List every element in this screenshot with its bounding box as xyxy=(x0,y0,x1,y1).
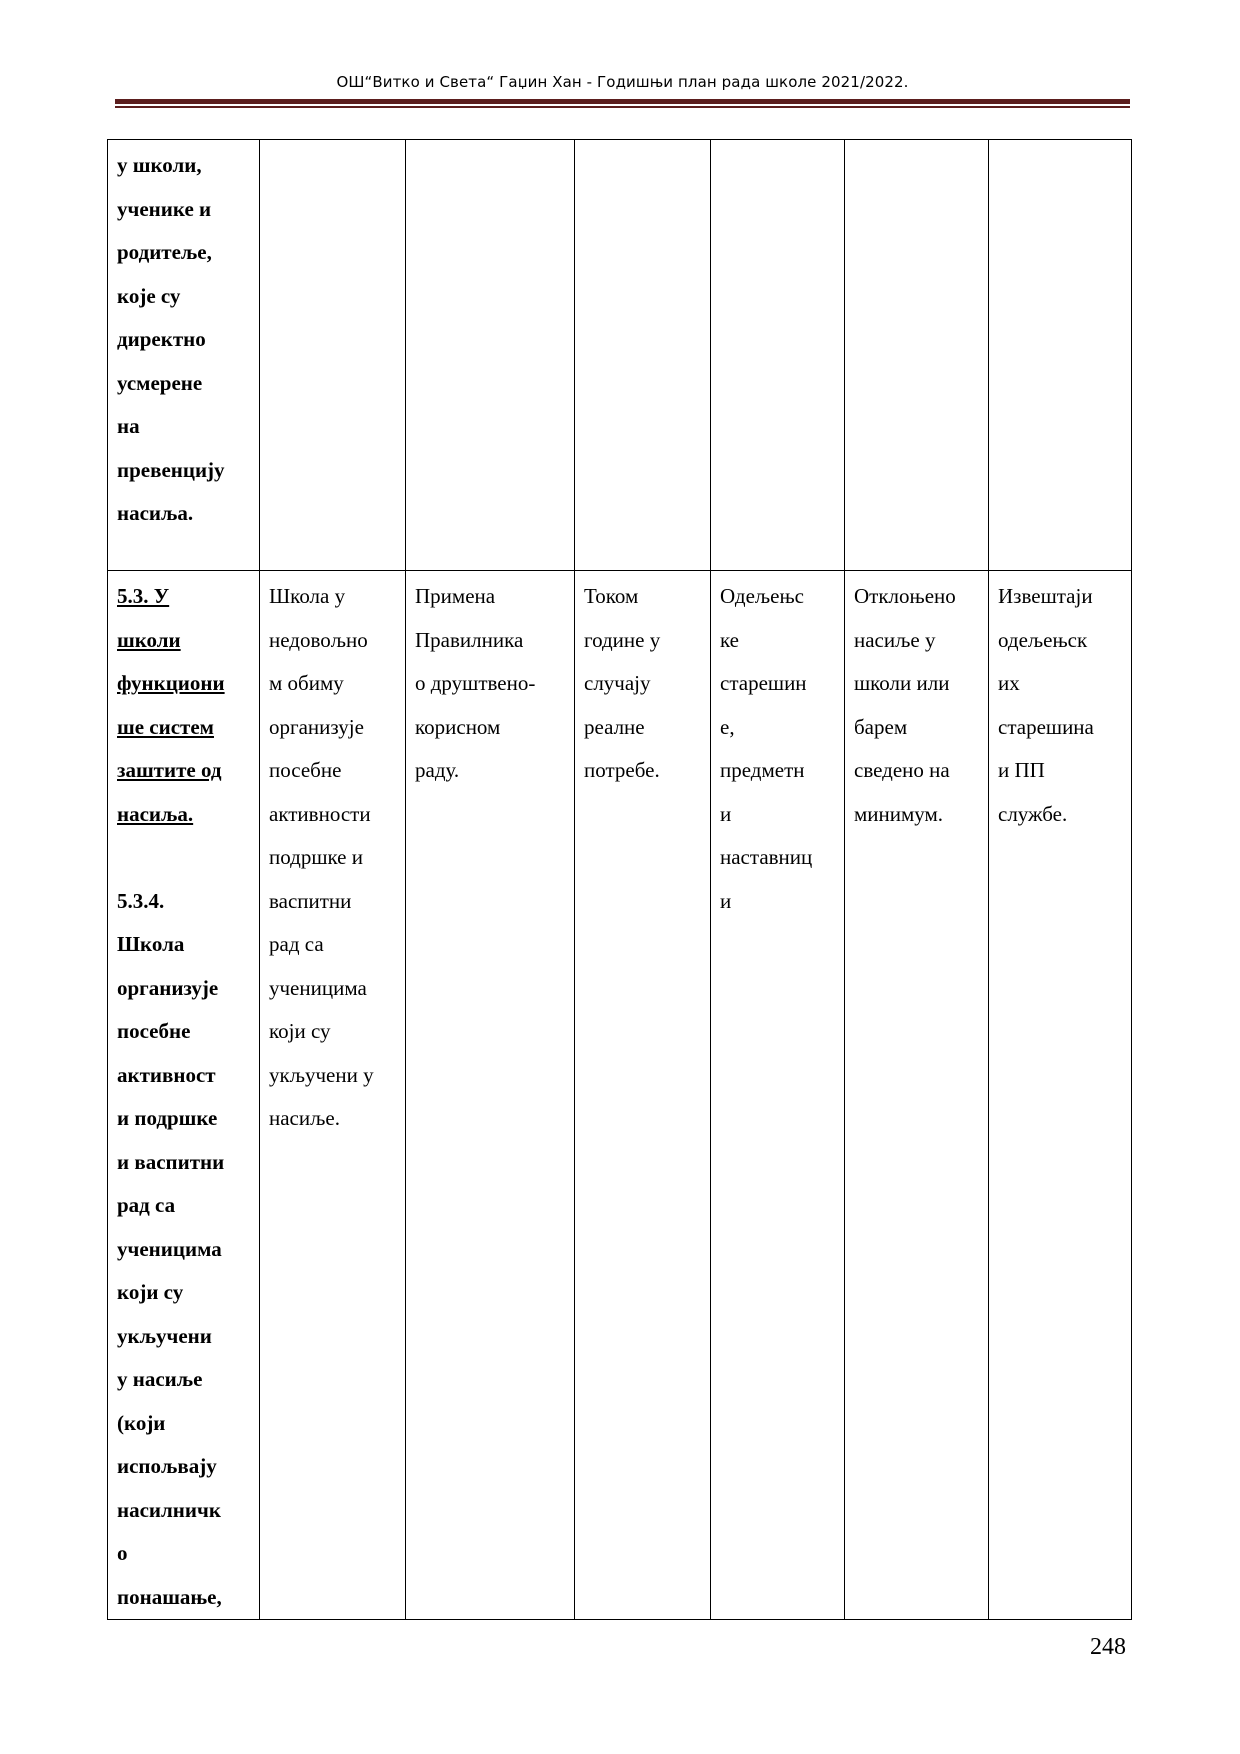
cell-line: посебне xyxy=(117,1019,191,1043)
cell-line: о xyxy=(117,1541,128,1565)
cell-line: ше систем xyxy=(117,714,214,739)
cell-line: 5.3. У xyxy=(117,584,170,608)
header-rule-thick xyxy=(115,99,1130,104)
cell-line: функциони xyxy=(117,671,225,695)
cell-line: сведено на xyxy=(854,758,950,782)
cell-line: наставниц xyxy=(720,845,813,869)
cell-line: Школа xyxy=(117,932,185,956)
plan-table xyxy=(107,139,1132,1620)
cell-line: службе. xyxy=(998,801,1068,826)
cell-line: насиље. xyxy=(269,1106,340,1130)
cell-line: минимум. xyxy=(854,801,944,826)
cell-line: недовољно xyxy=(269,627,368,652)
cell-line: заштите од xyxy=(117,758,222,782)
cell-line: усмерене xyxy=(117,370,203,395)
cell-line: их xyxy=(998,671,1020,695)
cell-line: и xyxy=(720,888,732,913)
cell-line: школи или xyxy=(854,671,950,695)
cell-line: е, xyxy=(720,714,735,739)
table-cell xyxy=(989,140,1132,571)
cell-line: реалне xyxy=(584,714,645,739)
cell-line: м обиму xyxy=(269,671,344,695)
goal-subheading xyxy=(117,880,250,1620)
cell-line: Школа у xyxy=(269,584,346,608)
goal-cell xyxy=(108,140,260,571)
cell-line: насилничк xyxy=(117,1497,221,1522)
cell-line: (који xyxy=(117,1410,166,1435)
cell-line: испољвају xyxy=(117,1454,217,1478)
cell-line: подршке и xyxy=(269,845,363,869)
table-cell xyxy=(575,140,711,571)
cell-line: Отклоњено xyxy=(854,584,956,608)
cell-line: организује xyxy=(117,975,219,1000)
cell-line: на xyxy=(117,414,140,438)
cell-line: и подршке xyxy=(117,1106,218,1130)
cell-line: ученицима xyxy=(117,1236,222,1261)
cell-line: Током xyxy=(584,584,639,608)
page-number: 248 xyxy=(1090,1634,1126,1660)
method-cell xyxy=(406,571,575,1620)
outcome-cell xyxy=(845,571,989,1620)
goal-text xyxy=(117,144,250,536)
goal-cell xyxy=(108,571,260,1620)
cell-line: Примена xyxy=(415,584,496,608)
timeline-cell xyxy=(575,571,711,1620)
cell-line: школи xyxy=(117,627,181,652)
cell-line: посебне xyxy=(269,758,342,782)
table-row xyxy=(108,571,1132,1620)
cell-line: одељењск xyxy=(998,627,1088,652)
table-cell xyxy=(711,140,845,571)
cell-line: који су xyxy=(117,1280,184,1304)
cell-line: ученицима xyxy=(269,975,367,1000)
cell-line: васпитни xyxy=(269,888,352,913)
cell-line: потребе. xyxy=(584,758,660,782)
cell-line: предметн xyxy=(720,758,805,782)
table-cell xyxy=(260,140,406,571)
cell-line: рад са xyxy=(269,932,324,956)
cell-line: године у xyxy=(584,627,661,652)
outcome-text xyxy=(854,575,979,836)
cell-line: укључени у xyxy=(269,1062,374,1087)
cell-line: које су xyxy=(117,283,181,308)
cell-line: ученике и xyxy=(117,196,212,221)
table-cell xyxy=(845,140,989,571)
cell-line: старешина xyxy=(998,714,1094,739)
cell-line: организује xyxy=(269,714,364,739)
cell-line: 5.3.4. xyxy=(117,888,165,913)
cell-line: Одељењс xyxy=(720,584,804,608)
cell-line: активности xyxy=(269,801,371,826)
timeline-text xyxy=(584,575,701,793)
cell-line: родитеље, xyxy=(117,240,212,264)
cell-line: корисном xyxy=(415,714,501,739)
cell-line: раду. xyxy=(415,758,460,782)
activity-text xyxy=(269,575,396,1141)
method-text xyxy=(415,575,565,793)
cell-line: барем xyxy=(854,714,908,739)
activity-cell xyxy=(260,571,406,1620)
responsible-cell xyxy=(711,571,845,1620)
cell-line: Извештаји xyxy=(998,584,1093,608)
cell-line: у насиље xyxy=(117,1367,203,1391)
cell-line: активност xyxy=(117,1062,216,1087)
table-row xyxy=(108,140,1132,571)
goal-heading xyxy=(117,575,250,836)
responsible-text xyxy=(720,575,835,923)
cell-line: и васпитни xyxy=(117,1149,225,1174)
evidence-text xyxy=(998,575,1122,836)
header-rule-thin xyxy=(115,106,1130,108)
cell-line: и ПП xyxy=(998,758,1045,782)
cell-line: о друштвено- xyxy=(415,671,536,695)
table-cell xyxy=(406,140,575,571)
cell-line: насиља. xyxy=(117,801,194,826)
cell-line: превенцију xyxy=(117,457,225,482)
cell-line: у школи, xyxy=(117,153,202,177)
cell-line: насиље у xyxy=(854,627,936,652)
cell-line: насиља. xyxy=(117,501,194,525)
document-header: ОШ“Витко и Света“ Гаџин Хан - Годишњи план рада школе 2021/2022. xyxy=(336,73,909,91)
cell-line: Правилника xyxy=(415,627,524,652)
cell-line: и xyxy=(720,801,732,826)
cell-line: рад са xyxy=(117,1193,176,1217)
cell-line: случају xyxy=(584,671,651,695)
cell-line: старешин xyxy=(720,671,807,695)
cell-line: укључени xyxy=(117,1323,212,1348)
cell-line: директно xyxy=(117,327,206,351)
cell-line: који су xyxy=(269,1019,331,1043)
cell-line: ке xyxy=(720,627,740,652)
cell-line: понашање, xyxy=(117,1584,222,1609)
evidence-cell xyxy=(989,571,1132,1620)
